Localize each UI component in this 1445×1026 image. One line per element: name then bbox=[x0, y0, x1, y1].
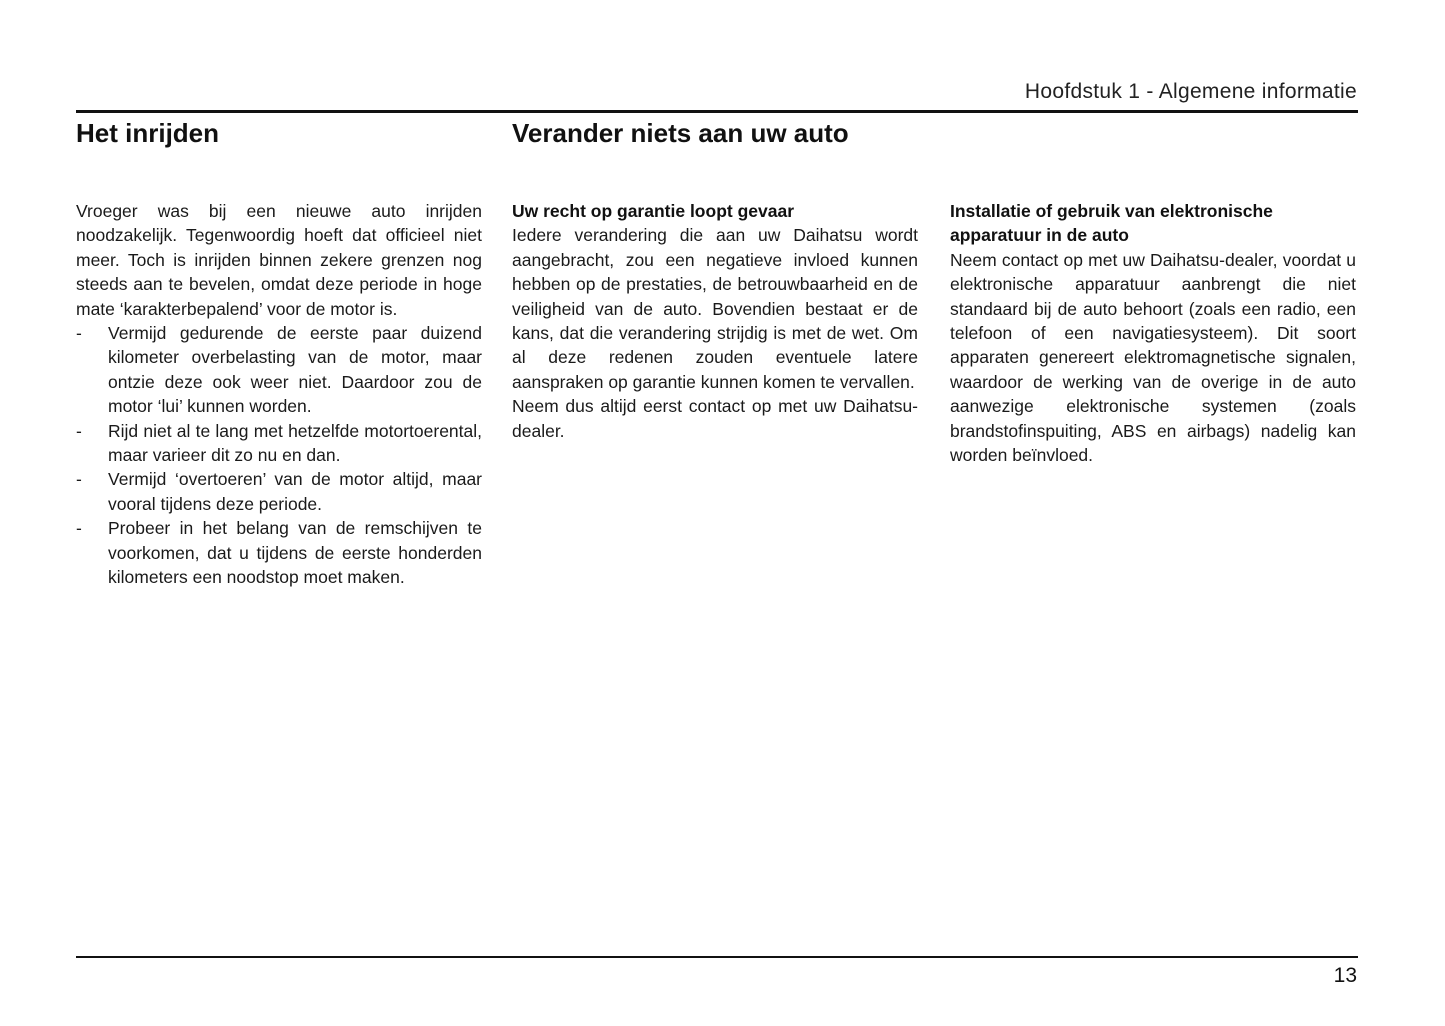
list-item bbox=[76, 321, 482, 419]
list-item-text: Vermijd gedurende de eerste paar duizend kilometer overbelasting van de motor, maar ontzie deze ook weer niet. Daardoor zou de motor ‘lui’ kunnen worden. bbox=[108, 323, 482, 417]
list-item-text: Vermijd ‘overtoeren’ van de motor altijd, maar vooral tijdens deze periode. bbox=[108, 469, 482, 514]
bottom-divider bbox=[76, 956, 1358, 958]
elektronica-heading: Installatie of gebruik van elektronische apparatuur in de auto bbox=[950, 201, 1273, 246]
column-inrijden bbox=[76, 199, 482, 590]
section-title-verander: Verander niets aan uw auto bbox=[512, 118, 849, 148]
elektronica-paragraph: Neem contact op met uw Daihatsu-dealer, voordat u elektronische apparatuur aanbrengt die niet standaard bij de auto behoort (zoals een radio, een telefoon of een navigatiesysteem). Dit soort apparaten genereert elektromagnetische signalen, waardoor de werking van de overige in de auto aanwezige elektronische systemen (zoals brandstofinspuiting, ABS en airbags) nadelig kan worden beïnvloed. bbox=[950, 249, 1356, 466]
dash-marker: - bbox=[76, 420, 82, 441]
chapter-header: Hoofdstuk 1 - Algemene informatie bbox=[1024, 80, 1357, 103]
garantie-paragraph: Iedere verandering die aan uw Daihatsu wordt aangebracht, zou een negatieve invloed kunnen hebben op de prestaties, de betrouwbaarheid en de veiligheid van de auto. Bovendien bestaat er de kans, dat die verandering strijdig is met de wet. Om al deze redenen zouden eventuele latere aanspraken op garantie kunnen komen te vervallen. bbox=[512, 225, 918, 392]
column-garantie bbox=[512, 199, 918, 443]
list-item bbox=[76, 419, 482, 468]
page-number: 13 bbox=[1333, 964, 1357, 987]
section-title-inrijden: Het inrijden bbox=[76, 118, 220, 148]
dash-marker: - bbox=[76, 323, 82, 344]
column-elektronica bbox=[950, 199, 1356, 467]
list-item-text: Probeer in het belang van de remschijven te voorkomen, dat u tijdens de eerste honderden kilometers een noodstop moet maken. bbox=[108, 518, 482, 588]
list-item bbox=[76, 467, 482, 516]
dealer-contact-paragraph: Neem dus altijd eerst contact op met uw Daihatsu-dealer. bbox=[512, 396, 918, 441]
list-item-text: Rijd niet al te lang met hetzelfde motortoerental, maar varieer dit zo nu en dan. bbox=[108, 420, 482, 466]
dash-marker: - bbox=[76, 469, 82, 490]
dash-marker: - bbox=[76, 518, 82, 539]
garantie-heading: Uw recht op garantie loopt gevaar bbox=[512, 201, 794, 221]
top-divider bbox=[76, 110, 1358, 113]
tips-list bbox=[76, 321, 482, 589]
list-item bbox=[76, 516, 482, 589]
intro-paragraph: Vroeger was bij een nieuwe auto inrijden noodzakelijk. Tegenwoordig hoeft dat officieel niet meer. Toch is inrijden binnen zekere grenzen nog steeds aan te bevelen, omdat deze periode in hoge mate ‘karakterbepalend’ voor de motor is. bbox=[76, 201, 482, 319]
